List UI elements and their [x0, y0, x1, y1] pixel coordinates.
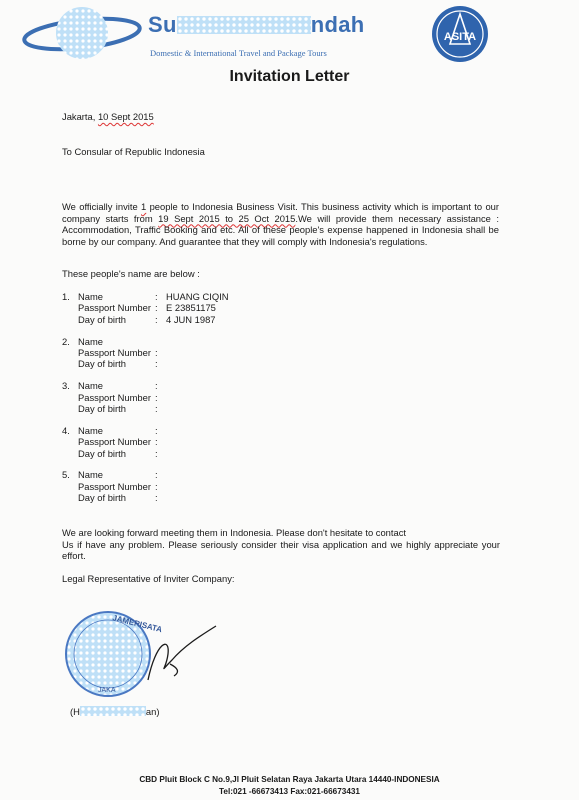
footer-contact: Tel:021 -66673413 Fax:021-66673431 [219, 787, 360, 796]
field-colon: : [155, 380, 158, 391]
field-label: Name [78, 336, 104, 347]
field-colon: : [155, 481, 158, 492]
company-name [148, 12, 364, 38]
para-text: We officially invite [62, 201, 142, 212]
list-number: 5. [62, 469, 70, 480]
field-label: Name [78, 380, 104, 391]
field-label: Day of birth [78, 492, 126, 503]
field-colon: : [155, 358, 158, 369]
para-text: .We will provide them necessary assistance : Accommodation, Traffic Booking and etc. All of these people's expense happened in Indonesia shall be borne by our company. And guarantee that they will comply with Indonesia's regulations. [62, 212, 499, 247]
field-colon: : [155, 347, 158, 358]
person-passport-row [62, 436, 282, 448]
field-label: Passport Number [78, 347, 151, 358]
list-number: 2. [62, 336, 70, 347]
signature-stroke [148, 626, 216, 680]
field-colon: : [155, 302, 158, 313]
stamp-top-text: JAMERISATA [111, 613, 164, 635]
closing-line-2: Us if have any problem. Please seriously consider their visa application and we highly appreciate your effort. [62, 538, 500, 562]
field-colon: : [155, 291, 158, 302]
list-number: 4. [62, 425, 70, 436]
company-stamp [60, 602, 240, 712]
company-name-end: ndah [310, 12, 365, 37]
field-label: Name [78, 291, 104, 302]
stamp-bottom-text: JAKA [98, 687, 116, 694]
field-colon: : [155, 448, 158, 459]
field-label: Day of birth [78, 448, 126, 459]
field-label: Passport Number [78, 392, 151, 403]
letter-body-paragraph [62, 201, 499, 247]
company-logo [20, 2, 148, 64]
person-dob-row [62, 403, 282, 415]
invite-count: 1 [141, 201, 147, 212]
field-label: Day of birth [78, 314, 126, 325]
letter-date-line [62, 111, 154, 123]
person-name: HUANG CIQIN [166, 291, 229, 302]
field-label: Passport Number [78, 302, 151, 313]
field-label: Name [78, 469, 104, 480]
redaction-mark [80, 706, 146, 716]
visit-period: 19 Sept 2015 to 25 Oct 2015 [158, 212, 296, 224]
field-colon: : [155, 492, 158, 503]
closing-paragraph [62, 527, 500, 562]
person-passport: E 23851175 [166, 302, 216, 313]
field-label: Passport Number [78, 436, 151, 447]
person-name-row [62, 469, 282, 481]
badge-text: ASITA [443, 31, 477, 43]
letterhead [0, 0, 579, 66]
list-number: 3. [62, 380, 70, 391]
asita-badge [430, 4, 490, 64]
field-colon: : [155, 403, 158, 414]
letter-title: Invitation Letter [229, 68, 350, 85]
person-dob-row [62, 314, 282, 326]
signer-close: an) [145, 706, 160, 717]
names-intro: These people's name are below : [62, 268, 200, 279]
person-passport-row [62, 302, 282, 314]
field-label: Name [78, 425, 104, 436]
closing-line-1: We are looking forward meeting them in Indonesia. Please don't hesitate to contact [62, 527, 407, 538]
para-text: people to Indonesia Business Visit. This business activity which is important to our company starts from [62, 201, 499, 224]
company-name-start: Su [148, 12, 177, 37]
person-dob-row [62, 492, 282, 504]
company-tagline: Domestic & International Travel and Package Tours [150, 48, 327, 58]
letter-footer [0, 774, 579, 798]
field-colon: : [155, 392, 158, 403]
letter-date: 10 Sept 2015 [97, 111, 154, 122]
person-dob: 4 JUN 1987 [166, 314, 216, 325]
field-colon: : [155, 314, 158, 325]
letter-recipient: To Consular of Republic Indonesia [62, 146, 205, 157]
signer-name [70, 706, 159, 718]
field-colon: : [155, 469, 158, 480]
letter-place: Jakarta, [62, 111, 98, 122]
signer-open: (H [70, 706, 80, 717]
person-dob-row [62, 448, 282, 460]
footer-address: CBD Pluit Block C No.9,Jl Pluit Selatan Raya Jakarta Utara 14440-INDONESIA [139, 775, 440, 784]
list-number: 1. [62, 291, 70, 302]
person-dob-row [62, 358, 282, 370]
field-colon: : [155, 425, 158, 436]
signoff: Legal Representative of Inviter Company: [62, 573, 235, 584]
field-label: Passport Number [78, 481, 151, 492]
field-label: Day of birth [78, 358, 126, 369]
redaction-mark [177, 16, 311, 34]
field-label: Day of birth [78, 403, 126, 414]
field-colon: : [155, 436, 158, 447]
person-name-row [62, 380, 282, 392]
